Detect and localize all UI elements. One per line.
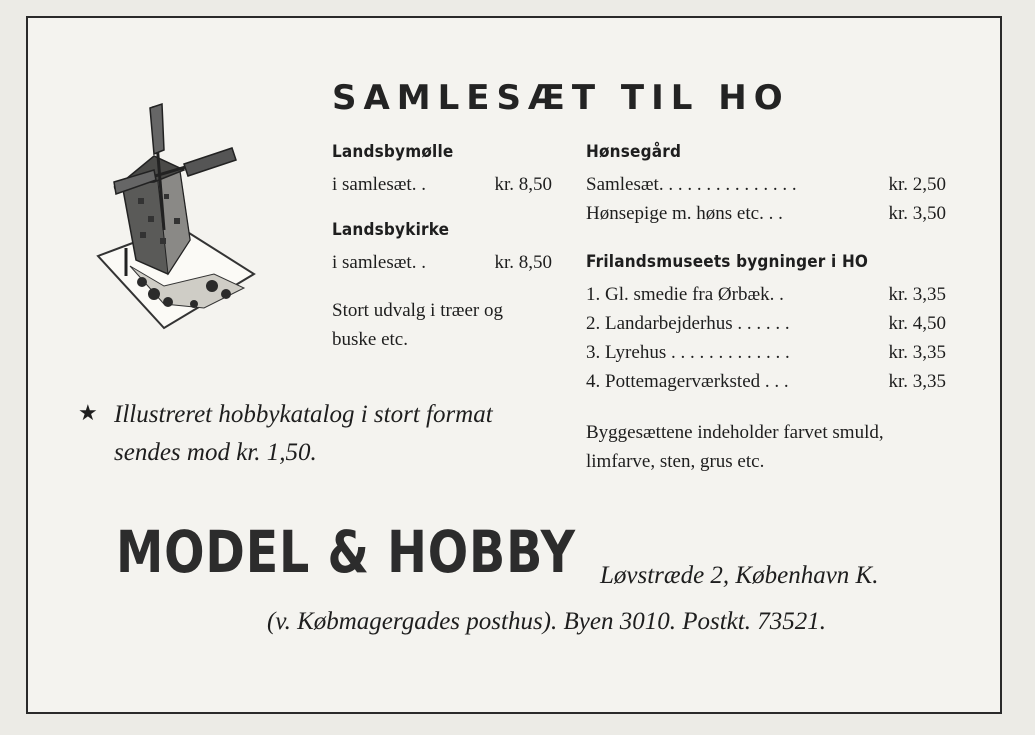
row-label: 2. Landarbejderhus . . . . . . xyxy=(586,313,790,334)
row-price: kr. 3,35 xyxy=(888,342,946,363)
row-label: Samlesæt. . . . . . . . . . . . . . . xyxy=(586,174,797,195)
row-price: kr. 2,50 xyxy=(888,174,946,195)
headline: SAMLESÆT TIL HO xyxy=(332,78,790,118)
row-label: 3. Lyrehus . . . . . . . . . . . . . xyxy=(586,342,790,363)
landsbykirke-row xyxy=(332,248,552,277)
address-line-2: (v. Købmagergades posthus). Byen 3010. Postkt. 73521. xyxy=(267,608,826,635)
brand-name: MODEL & HOBBY xyxy=(116,518,576,586)
catalog-offer: Illustreret hobbykatalog i stort format sendes mod kr. 1,50. xyxy=(114,401,493,466)
kit-contents-note: Byggesættene indeholder farvet smuld, limfarve, sten, grus etc. xyxy=(586,422,884,472)
frilandsmuseet-title: Frilandsmuseets bygninger i HO xyxy=(586,252,869,272)
row-label: 1. Gl. smedie fra Ørbæk. . xyxy=(586,284,784,305)
advertisement-frame xyxy=(26,16,1002,714)
landsbymoelle-label: i samlesæt. . xyxy=(332,174,426,195)
price-row xyxy=(586,338,946,367)
row-price: kr. 3,35 xyxy=(888,371,946,392)
price-row xyxy=(586,309,946,338)
row-label: 4. Pottemagerværksted . . . xyxy=(586,371,789,392)
row-label: Hønsepige m. høns etc. . . xyxy=(586,203,783,224)
row-price: kr. 3,35 xyxy=(888,284,946,305)
hoensegaard-title: Hønsegård xyxy=(586,142,682,162)
price-row xyxy=(586,170,946,199)
row-price: kr. 4,50 xyxy=(888,313,946,334)
price-row xyxy=(586,199,946,228)
price-row xyxy=(586,367,946,396)
landsbymoelle-price: kr. 8,50 xyxy=(494,174,552,195)
landsbykirke-price: kr. 8,50 xyxy=(494,252,552,273)
windmill-icon xyxy=(94,98,260,334)
landsbymoelle-row xyxy=(332,170,552,199)
star-icon: ★ xyxy=(78,400,98,425)
landsbykirke-label: i samlesæt. . xyxy=(332,252,426,273)
landsbykirke-title: Landsbykirke xyxy=(332,220,450,240)
price-row xyxy=(586,280,946,309)
address-line-1: Løvstræde 2, København K. xyxy=(600,562,879,589)
landsbymoelle-title: Landsbymølle xyxy=(332,142,454,162)
assortment-note: Stort udvalg i træer og buske etc. xyxy=(332,300,503,350)
row-price: kr. 3,50 xyxy=(888,203,946,224)
